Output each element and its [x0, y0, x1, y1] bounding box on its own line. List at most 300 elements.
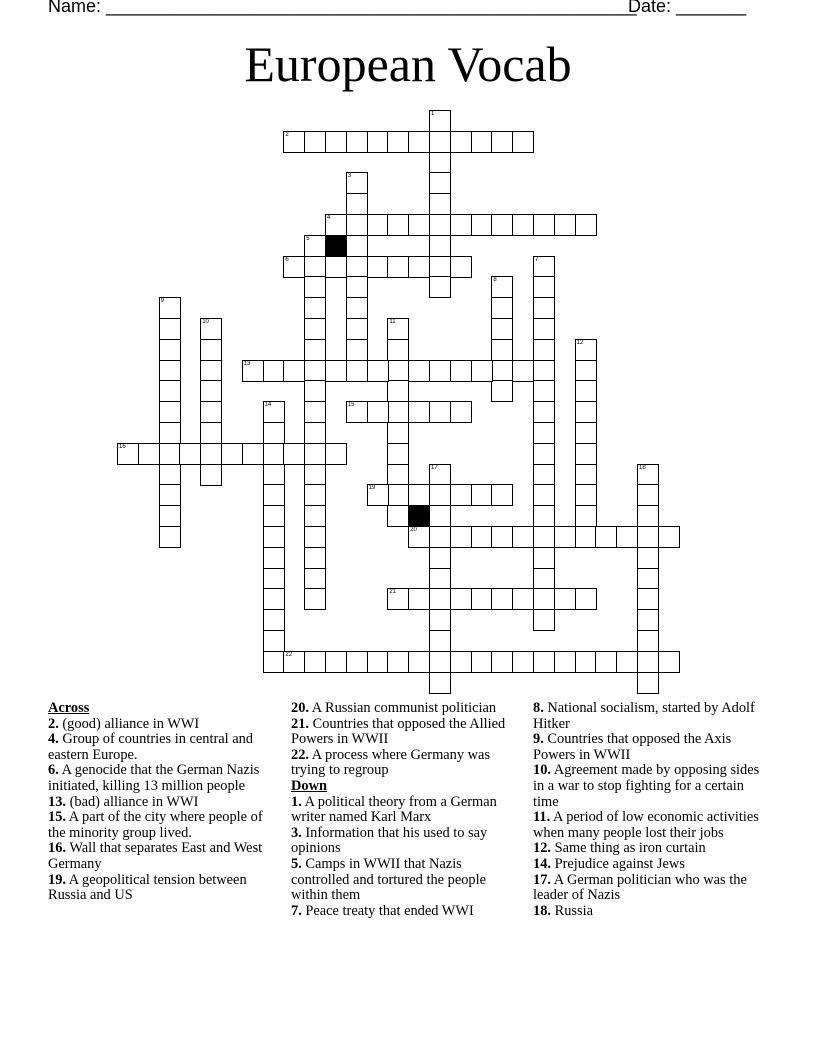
- grid-cell[interactable]: [263, 609, 285, 631]
- grid-cell[interactable]: [408, 401, 430, 423]
- grid-cell[interactable]: [263, 422, 285, 444]
- cell-number: 6: [285, 256, 289, 263]
- grid-cell[interactable]: [408, 256, 430, 278]
- grid-cell[interactable]: [491, 276, 513, 298]
- grid-cell[interactable]: [117, 443, 139, 465]
- grid-cell[interactable]: [200, 318, 222, 340]
- down-clue: [533, 810, 765, 841]
- grid-cell[interactable]: [429, 256, 451, 278]
- grid-cell[interactable]: [263, 443, 285, 465]
- grid-cell[interactable]: [533, 588, 555, 610]
- grid-cell[interactable]: [283, 256, 305, 278]
- grid-cell[interactable]: [263, 651, 285, 673]
- grid-cell[interactable]: [408, 526, 430, 548]
- grid-cell[interactable]: [263, 401, 285, 423]
- clue-text: A geopolitical tension between Russia and US: [48, 871, 247, 904]
- clue-number: 3.: [291, 824, 302, 841]
- grid-cell[interactable]: [367, 401, 389, 423]
- clue-text: A genocide that the German Nazis initiated, killing 13 million people: [48, 762, 260, 794]
- clue-number: 10.: [533, 762, 551, 779]
- cell-number: 1: [431, 111, 435, 117]
- clue-text: A Russian communist politician: [309, 700, 497, 716]
- grid-cell[interactable]: [575, 651, 597, 673]
- grid-cell[interactable]: [346, 193, 368, 215]
- grid-cell[interactable]: [263, 505, 285, 527]
- clue-text: Countries that opposed the Allied Powers in WWII: [291, 715, 506, 748]
- across-heading: Across: [48, 700, 90, 716]
- grid-cell[interactable]: [429, 193, 451, 215]
- grid-cell[interactable]: [533, 547, 555, 569]
- grid-cell[interactable]: [491, 214, 513, 236]
- grid-cell[interactable]: [616, 526, 638, 548]
- clue-number: 4.: [48, 731, 59, 748]
- grid-cell[interactable]: [533, 360, 555, 382]
- grid-cell[interactable]: [637, 651, 659, 673]
- black-cell: [325, 235, 347, 257]
- grid-cell[interactable]: [471, 214, 493, 236]
- grid-cell[interactable]: [263, 547, 285, 569]
- grid-cell[interactable]: [304, 464, 326, 486]
- across-clue: [48, 763, 280, 794]
- clue-text: National socialism, started by Adolf Hitker: [533, 700, 755, 732]
- clue-number: 8.: [533, 700, 544, 716]
- grid-cell[interactable]: [387, 443, 409, 465]
- grid-cell[interactable]: [159, 464, 181, 486]
- grid-cell[interactable]: [263, 568, 285, 590]
- cell-number: 9: [160, 298, 164, 305]
- grid-cell[interactable]: [471, 651, 493, 673]
- grid-cell[interactable]: [367, 651, 389, 673]
- grid-cell[interactable]: [387, 588, 409, 610]
- clue-text: (good) alliance in WWI: [58, 715, 200, 732]
- grid-cell[interactable]: [283, 131, 305, 153]
- across-clue: [48, 732, 280, 763]
- grid-cell[interactable]: [429, 630, 451, 652]
- grid-cell[interactable]: [159, 443, 181, 465]
- grid-cell[interactable]: [325, 443, 347, 465]
- down-clue: [533, 841, 765, 857]
- grid-cell[interactable]: [595, 526, 617, 548]
- name-field-label[interactable]: Name: _____________________________________________________: [48, 0, 637, 16]
- clue-number: 6.: [48, 762, 59, 779]
- clue-text: Russia: [551, 902, 593, 919]
- grid-cell[interactable]: [387, 131, 409, 153]
- across-clue-list: [48, 717, 280, 904]
- grid-cell[interactable]: [533, 609, 555, 631]
- grid-cell[interactable]: [471, 526, 493, 548]
- grid-cell[interactable]: [491, 484, 513, 506]
- grid-cell[interactable]: [346, 235, 368, 257]
- grid-cell[interactable]: [346, 297, 368, 319]
- down-clue: [291, 904, 521, 920]
- grid-cell[interactable]: [616, 651, 638, 673]
- grid-cell[interactable]: [429, 172, 451, 194]
- grid-cell[interactable]: [200, 339, 222, 361]
- grid-cell[interactable]: [512, 131, 534, 153]
- grid-cell[interactable]: [450, 360, 472, 382]
- grid-cell[interactable]: [429, 214, 451, 236]
- grid-cell[interactable]: [200, 360, 222, 382]
- clue-number: 17.: [533, 871, 551, 888]
- grid-cell[interactable]: [471, 588, 493, 610]
- grid-cell[interactable]: [471, 360, 493, 382]
- clue-number: 2.: [48, 715, 59, 732]
- grid-cell[interactable]: [512, 214, 534, 236]
- grid-cell[interactable]: [325, 214, 347, 236]
- grid-cell[interactable]: [408, 131, 430, 153]
- grid-cell[interactable]: [304, 484, 326, 506]
- grid-cell[interactable]: [637, 526, 659, 548]
- clues-column-1: [48, 701, 280, 904]
- grid-cell[interactable]: [637, 609, 659, 631]
- grid-cell[interactable]: [533, 339, 555, 361]
- grid-cell[interactable]: [346, 651, 368, 673]
- grid-cell[interactable]: [450, 588, 472, 610]
- grid-cell[interactable]: [533, 214, 555, 236]
- grid-cell[interactable]: [159, 339, 181, 361]
- down-clue: [533, 763, 765, 810]
- across-clue: [291, 717, 521, 748]
- down-clue: [291, 857, 521, 904]
- grid-cell[interactable]: [554, 526, 576, 548]
- grid-cell[interactable]: [304, 235, 326, 257]
- grid-cell[interactable]: [387, 256, 409, 278]
- grid-cell[interactable]: [575, 214, 597, 236]
- grid-cell[interactable]: [387, 214, 409, 236]
- grid-cell[interactable]: [575, 484, 597, 506]
- clues-column-3: [533, 701, 765, 919]
- grid-cell[interactable]: [533, 422, 555, 444]
- grid-cell[interactable]: [429, 547, 451, 569]
- grid-cell[interactable]: [450, 484, 472, 506]
- grid-cell[interactable]: [575, 380, 597, 402]
- grid-cell[interactable]: [533, 256, 555, 278]
- grid-cell[interactable]: [450, 131, 472, 153]
- grid-cell[interactable]: [429, 609, 451, 631]
- grid-cell[interactable]: [346, 401, 368, 423]
- grid-cell[interactable]: [325, 651, 347, 673]
- grid-cell[interactable]: [200, 401, 222, 423]
- grid-cell[interactable]: [512, 651, 534, 673]
- clue-number: 11.: [533, 809, 551, 826]
- grid-cell[interactable]: [429, 131, 451, 153]
- grid-cell[interactable]: [304, 131, 326, 153]
- grid-cell[interactable]: [533, 380, 555, 402]
- clue-text: A German politician who was the leader of Nazis: [533, 871, 747, 904]
- across-clue-list-cont: [291, 701, 521, 779]
- grid-cell[interactable]: [575, 505, 597, 527]
- down-clue-list: [291, 795, 521, 920]
- grid-cell[interactable]: [159, 401, 181, 423]
- grid-cell[interactable]: [429, 235, 451, 257]
- grid-cell[interactable]: [346, 339, 368, 361]
- grid-cell[interactable]: [533, 464, 555, 486]
- clue-text: A period of low economic activities when many people lost their jobs: [533, 809, 759, 841]
- grid-cell[interactable]: [429, 401, 451, 423]
- grid-cell[interactable]: [533, 484, 555, 506]
- down-clue: [533, 904, 765, 920]
- grid-cell[interactable]: [450, 256, 472, 278]
- grid-cell[interactable]: [200, 443, 222, 465]
- grid-cell[interactable]: [159, 505, 181, 527]
- clue-text: Camps in WWII that Nazis controlled and tortured the people within them: [291, 855, 487, 904]
- cell-number: 5: [306, 235, 310, 242]
- down-clue-list-cont: [533, 701, 765, 919]
- grid-cell[interactable]: [512, 360, 534, 382]
- down-clue: [291, 795, 521, 826]
- grid-cell[interactable]: [387, 505, 409, 527]
- grid-cell[interactable]: [325, 256, 347, 278]
- grid-cell[interactable]: [159, 318, 181, 340]
- clue-number: 13.: [48, 793, 66, 810]
- grid-cell[interactable]: [304, 256, 326, 278]
- grid-cell[interactable]: [450, 651, 472, 673]
- grid-cell[interactable]: [533, 568, 555, 590]
- grid-cell[interactable]: [554, 588, 576, 610]
- grid-cell[interactable]: [304, 505, 326, 527]
- grid-cell[interactable]: [595, 651, 617, 673]
- clue-number: 14.: [533, 855, 551, 872]
- grid-cell[interactable]: [533, 297, 555, 319]
- grid-cell[interactable]: [658, 526, 680, 548]
- cell-number: 10: [202, 319, 209, 325]
- clue-number: 19.: [48, 871, 66, 888]
- grid-cell[interactable]: [387, 380, 409, 402]
- grid-cell[interactable]: [242, 360, 264, 382]
- grid-cell[interactable]: [491, 131, 513, 153]
- grid-cell[interactable]: [491, 380, 513, 402]
- grid-cell[interactable]: [429, 360, 451, 382]
- grid-cell[interactable]: [304, 318, 326, 340]
- grid-cell[interactable]: [637, 568, 659, 590]
- grid-cell[interactable]: [408, 214, 430, 236]
- grid-cell[interactable]: [429, 152, 451, 174]
- grid-cell[interactable]: [491, 297, 513, 319]
- grid-cell[interactable]: [637, 464, 659, 486]
- clue-number: 1.: [291, 793, 302, 810]
- grid-cell[interactable]: [408, 484, 430, 506]
- grid-cell[interactable]: [159, 380, 181, 402]
- grid-cell[interactable]: [554, 651, 576, 673]
- cell-number: 16: [119, 443, 126, 450]
- clue-number: 15.: [48, 809, 66, 826]
- clue-text: Group of countries in central and eastern Europe.: [48, 731, 254, 763]
- grid-cell[interactable]: [512, 526, 534, 548]
- grid-cell[interactable]: [367, 256, 389, 278]
- clue-number: 20.: [291, 700, 309, 716]
- grid-cell[interactable]: [429, 672, 451, 694]
- grid-cell[interactable]: [491, 339, 513, 361]
- grid-cell[interactable]: [304, 380, 326, 402]
- grid-cell[interactable]: [471, 484, 493, 506]
- grid-cell[interactable]: [159, 360, 181, 382]
- name-date-line: [48, 0, 748, 20]
- clue-text: Countries that opposed the Axis Powers in WWII: [533, 731, 732, 763]
- grid-cell[interactable]: [575, 360, 597, 382]
- clue-text: Prejudice against Jews: [551, 855, 685, 872]
- grid-cell[interactable]: [575, 422, 597, 444]
- grid-cell[interactable]: [429, 526, 451, 548]
- cell-number: 19: [368, 485, 376, 492]
- grid-cell[interactable]: [637, 505, 659, 527]
- grid-cell[interactable]: [346, 256, 368, 278]
- grid-cell[interactable]: [138, 443, 160, 465]
- grid-cell[interactable]: [346, 318, 368, 340]
- grid-cell[interactable]: [575, 401, 597, 423]
- grid-cell[interactable]: [325, 360, 347, 382]
- grid-cell[interactable]: [450, 214, 472, 236]
- grid-cell[interactable]: [575, 526, 597, 548]
- grid-cell[interactable]: [429, 588, 451, 610]
- grid-cell[interactable]: [533, 318, 555, 340]
- grid-cell[interactable]: [200, 422, 222, 444]
- grid-cell[interactable]: [263, 360, 285, 382]
- grid-cell[interactable]: [533, 401, 555, 423]
- grid-cell[interactable]: [637, 547, 659, 569]
- grid-cell[interactable]: [533, 651, 555, 673]
- clue-text: A part of the city where people of the minority group lived.: [48, 809, 263, 841]
- down-clue: [533, 732, 765, 763]
- grid-cell[interactable]: [554, 214, 576, 236]
- across-clue: [48, 873, 280, 904]
- grid-cell[interactable]: [200, 464, 222, 486]
- across-clue: [48, 717, 280, 733]
- grid-cell[interactable]: [533, 526, 555, 548]
- clue-number: 18.: [533, 902, 551, 919]
- grid-cell[interactable]: [367, 360, 389, 382]
- grid-cell[interactable]: [387, 360, 409, 382]
- grid-cell[interactable]: [159, 297, 181, 319]
- grid-cell[interactable]: [304, 401, 326, 423]
- grid-cell[interactable]: [346, 131, 368, 153]
- grid-cell[interactable]: [263, 484, 285, 506]
- grid-cell[interactable]: [387, 651, 409, 673]
- grid-cell[interactable]: [283, 360, 305, 382]
- grid-cell[interactable]: [304, 276, 326, 298]
- grid-cell[interactable]: [429, 568, 451, 590]
- grid-cell[interactable]: [304, 651, 326, 673]
- grid-cell[interactable]: [408, 651, 430, 673]
- grid-cell[interactable]: [179, 443, 201, 465]
- grid-cell[interactable]: [242, 443, 264, 465]
- grid-cell[interactable]: [304, 568, 326, 590]
- grid-cell[interactable]: [637, 630, 659, 652]
- grid-cell[interactable]: [263, 464, 285, 486]
- grid-cell[interactable]: [387, 318, 409, 340]
- grid-cell[interactable]: [429, 276, 451, 298]
- grid-cell[interactable]: [471, 131, 493, 153]
- grid-cell[interactable]: [367, 484, 389, 506]
- grid-cell[interactable]: [637, 484, 659, 506]
- grid-cell[interactable]: [575, 588, 597, 610]
- grid-cell[interactable]: [575, 443, 597, 465]
- grid-cell[interactable]: [304, 443, 326, 465]
- grid-cell[interactable]: [263, 526, 285, 548]
- clue-text: Information that his used to say opinions: [291, 824, 488, 857]
- grid-cell[interactable]: [637, 672, 659, 694]
- grid-cell[interactable]: [325, 131, 347, 153]
- grid-cell[interactable]: [491, 318, 513, 340]
- clue-number: 21.: [291, 715, 309, 732]
- grid-cell[interactable]: [450, 526, 472, 548]
- grid-cell[interactable]: [159, 422, 181, 444]
- grid-cell[interactable]: [283, 651, 305, 673]
- cell-number: 21: [389, 589, 397, 596]
- across-clue: [291, 748, 521, 779]
- grid-cell[interactable]: [408, 360, 430, 382]
- grid-cell[interactable]: [533, 276, 555, 298]
- grid-cell[interactable]: [429, 110, 451, 132]
- grid-cell[interactable]: [304, 526, 326, 548]
- grid-cell[interactable]: [533, 443, 555, 465]
- grid-cell[interactable]: [159, 484, 181, 506]
- grid-cell[interactable]: [346, 214, 368, 236]
- grid-cell[interactable]: [263, 588, 285, 610]
- grid-cell[interactable]: [367, 131, 389, 153]
- across-clue: [48, 841, 280, 872]
- clue-text: (bad) alliance in WWI: [66, 793, 199, 810]
- grid-cell[interactable]: [387, 339, 409, 361]
- grid-cell[interactable]: [346, 276, 368, 298]
- grid-cell[interactable]: [429, 651, 451, 673]
- grid-cell[interactable]: [533, 505, 555, 527]
- grid-cell[interactable]: [429, 484, 451, 506]
- grid-cell[interactable]: [387, 484, 409, 506]
- grid-cell[interactable]: [491, 651, 513, 673]
- clue-text: Peace treaty that ended WWI: [301, 902, 474, 919]
- grid-cell[interactable]: [637, 588, 659, 610]
- grid-cell[interactable]: [491, 526, 513, 548]
- grid-cell[interactable]: [304, 297, 326, 319]
- grid-cell[interactable]: [304, 422, 326, 444]
- grid-cell[interactable]: [408, 588, 430, 610]
- clue-number: 12.: [533, 840, 551, 857]
- grid-cell[interactable]: [221, 443, 243, 465]
- grid-cell[interactable]: [512, 588, 534, 610]
- across-clue: [48, 795, 280, 811]
- grid-cell[interactable]: [387, 464, 409, 486]
- cell-number: 20: [410, 527, 417, 533]
- grid-cell[interactable]: [429, 464, 451, 486]
- grid-cell[interactable]: [367, 214, 389, 236]
- grid-cell[interactable]: [200, 380, 222, 402]
- grid-cell[interactable]: [575, 339, 597, 361]
- grid-cell[interactable]: [658, 651, 680, 673]
- grid-cell[interactable]: [304, 588, 326, 610]
- grid-cell[interactable]: [450, 401, 472, 423]
- grid-cell[interactable]: [387, 422, 409, 444]
- grid-cell[interactable]: [304, 547, 326, 569]
- down-clue: [291, 826, 521, 857]
- grid-cell[interactable]: [387, 401, 409, 423]
- clue-number: 22.: [291, 746, 309, 763]
- grid-cell[interactable]: [263, 630, 285, 652]
- grid-cell[interactable]: [575, 464, 597, 486]
- date-field-label[interactable]: Date: _______: [628, 0, 747, 16]
- grid-cell[interactable]: [491, 360, 513, 382]
- grid-cell[interactable]: [491, 588, 513, 610]
- grid-cell[interactable]: [304, 339, 326, 361]
- cell-number: 8: [493, 277, 497, 284]
- clue-text: Wall that separates East and West Germany: [48, 840, 263, 872]
- grid-cell[interactable]: [304, 360, 326, 382]
- grid-cell[interactable]: [429, 505, 451, 527]
- grid-cell[interactable]: [159, 526, 181, 548]
- grid-cell[interactable]: [283, 443, 305, 465]
- grid-cell[interactable]: [346, 172, 368, 194]
- down-heading: Down: [291, 777, 327, 794]
- grid-cell[interactable]: [346, 360, 368, 382]
